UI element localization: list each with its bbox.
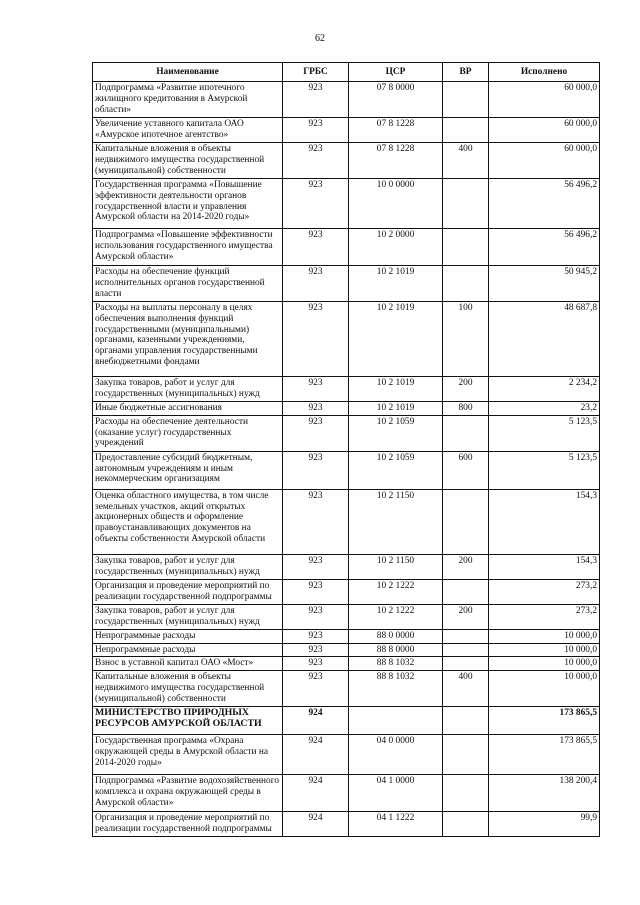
row-name: Предоставление субсидий бюджетным, автономным учреждениям и иным некоммерческим организациям [93, 451, 283, 489]
row-done: 5 123,5 [489, 451, 600, 489]
row-grbs: 923 [283, 415, 349, 451]
row-done: 273,2 [489, 579, 600, 604]
table-row [93, 377, 600, 402]
row-grbs: 923 [283, 118, 349, 143]
row-name: Организация и проведение мероприятий по реализации государственной подпрограммы [93, 812, 283, 837]
row-vr: 400 [443, 671, 489, 707]
row-vr: 600 [443, 451, 489, 489]
row-name: Организация и проведение мероприятий по реализации государственной подпрограммы [93, 579, 283, 604]
table-row [93, 671, 600, 707]
row-done: 60 000,0 [489, 118, 600, 143]
row-csr: 88 8 1032 [349, 671, 443, 707]
row-done: 23,2 [489, 402, 600, 416]
table-row [93, 775, 600, 812]
row-grbs: 923 [283, 377, 349, 402]
row-name: Непрограммные расходы [93, 643, 283, 657]
row-name: Закупка товаров, работ и услуг для государственных (муниципальных) нужд [93, 377, 283, 402]
row-grbs: 923 [283, 629, 349, 643]
row-name: Расходы на обеспечение деятельности (оказание услуг) государственных учреждений [93, 415, 283, 451]
row-done: 50 945,2 [489, 266, 600, 302]
table-row [93, 118, 600, 143]
row-csr: 10 2 1059 [349, 451, 443, 489]
row-csr: 04 1 1222 [349, 812, 443, 837]
row-done: 56 496,2 [489, 179, 600, 229]
page-number: 62 [315, 33, 325, 44]
row-vr [443, 735, 489, 775]
row-csr: 10 2 1150 [349, 554, 443, 579]
header-csr: ЦСР [349, 63, 443, 82]
row-name: Подпрограмма «Повышение эффективности использования государственного имущества Амурской области» [93, 229, 283, 266]
row-done: 10 000,0 [489, 643, 600, 657]
table-row [93, 451, 600, 489]
row-done: 138 200,4 [489, 775, 600, 812]
row-done: 10 000,0 [489, 629, 600, 643]
row-vr [443, 489, 489, 554]
row-grbs: 924 [283, 812, 349, 837]
table-row [93, 554, 600, 579]
row-name: Государственная программа «Повышение эффективности деятельности органов государственной власти и управления Амурской области на 2014-2020 годы» [93, 179, 283, 229]
row-name: Капитальные вложения в объекты недвижимого имущества государственной (муниципальной) собственности [93, 143, 283, 179]
row-csr: 10 2 1222 [349, 579, 443, 604]
table-row [93, 229, 600, 266]
row-vr [443, 579, 489, 604]
row-vr: 200 [443, 377, 489, 402]
row-name: Расходы на выплаты персоналу в целях обеспечения выполнения функций государственными (муниципальными) органами, казенными учреждениями, органами управления государственными внебюджетными фондами [93, 302, 283, 377]
table-row [93, 812, 600, 837]
row-csr: 07 8 1228 [349, 143, 443, 179]
table-row [93, 302, 600, 377]
row-grbs: 923 [283, 302, 349, 377]
row-done: 10 000,0 [489, 657, 600, 671]
row-grbs: 923 [283, 554, 349, 579]
table-row [93, 179, 600, 229]
row-vr [443, 415, 489, 451]
table-header-row [93, 63, 600, 82]
row-vr [443, 229, 489, 266]
row-name: Подпрограмма «Развитие водохозяйственного комплекса и охрана окружающей среды в Амурской области» [93, 775, 283, 812]
row-name: Государственная программа «Охрана окружающей среды в Амурской области на 2014-2020 годы» [93, 735, 283, 775]
row-csr: 10 0 0000 [349, 179, 443, 229]
row-grbs: 923 [283, 402, 349, 416]
table-row [93, 266, 600, 302]
row-csr: 88 8 0000 [349, 643, 443, 657]
row-csr: 10 2 1019 [349, 266, 443, 302]
row-vr: 800 [443, 402, 489, 416]
row-done: 154,3 [489, 554, 600, 579]
row-vr [443, 179, 489, 229]
row-vr [443, 707, 489, 735]
row-csr: 07 8 0000 [349, 82, 443, 118]
budget-execution-table [92, 62, 600, 837]
table-row [93, 643, 600, 657]
row-csr: 04 0 0000 [349, 735, 443, 775]
row-csr: 04 1 0000 [349, 775, 443, 812]
header-vr: ВР [443, 63, 489, 82]
table-row [93, 657, 600, 671]
row-vr [443, 82, 489, 118]
row-vr: 200 [443, 554, 489, 579]
row-grbs: 923 [283, 82, 349, 118]
row-name: Подпрограмма «Развитие ипотечного жилищного кредитования в Амурской области» [93, 82, 283, 118]
row-vr [443, 812, 489, 837]
row-grbs: 923 [283, 229, 349, 266]
row-vr [443, 266, 489, 302]
row-csr [349, 707, 443, 735]
row-grbs: 923 [283, 671, 349, 707]
row-done: 48 687,8 [489, 302, 600, 377]
row-done: 5 123,5 [489, 415, 600, 451]
row-grbs: 924 [283, 775, 349, 812]
table-row [93, 402, 600, 416]
row-done: 273,2 [489, 604, 600, 629]
row-done: 10 000,0 [489, 671, 600, 707]
row-csr: 10 2 1222 [349, 604, 443, 629]
row-done: 56 496,2 [489, 229, 600, 266]
row-name: Непрограммные расходы [93, 629, 283, 643]
row-csr: 10 2 1059 [349, 415, 443, 451]
table-row [93, 735, 600, 775]
row-name: Взнос в уставной капитал ОАО «Мост» [93, 657, 283, 671]
row-csr: 88 8 1032 [349, 657, 443, 671]
row-name: Закупка товаров, работ и услуг для государственных (муниципальных) нужд [93, 604, 283, 629]
row-csr: 10 2 1019 [349, 402, 443, 416]
table-row [93, 415, 600, 451]
row-csr: 10 2 0000 [349, 229, 443, 266]
row-done: 154,3 [489, 489, 600, 554]
table-row [93, 579, 600, 604]
row-grbs: 923 [283, 143, 349, 179]
row-name: Закупка товаров, работ и услуг для государственных (муниципальных) нужд [93, 554, 283, 579]
header-grbs: ГРБС [283, 63, 349, 82]
header-name: Наименование [93, 63, 283, 82]
table-row [93, 604, 600, 629]
row-name: Оценка областного имущества, в том числе земельных участков, акций открытых акционерных обществ и оформление правоустанавливающих документов на объекты собственности Амурской области [93, 489, 283, 554]
row-vr [443, 643, 489, 657]
row-vr [443, 775, 489, 812]
row-grbs: 923 [283, 179, 349, 229]
row-csr: 10 2 1019 [349, 302, 443, 377]
row-csr: 10 2 1150 [349, 489, 443, 554]
row-grbs: 923 [283, 451, 349, 489]
row-done: 60 000,0 [489, 82, 600, 118]
table-row [93, 143, 600, 179]
row-csr: 07 8 1228 [349, 118, 443, 143]
row-vr [443, 629, 489, 643]
row-done: 2 234,2 [489, 377, 600, 402]
row-grbs: 923 [283, 657, 349, 671]
row-grbs: 923 [283, 604, 349, 629]
row-vr [443, 118, 489, 143]
row-csr: 10 2 1019 [349, 377, 443, 402]
table-row [93, 82, 600, 118]
row-vr: 400 [443, 143, 489, 179]
table-row [93, 629, 600, 643]
row-name: Капитальные вложения в объекты недвижимого имущества государственной (муниципальной) собственности [93, 671, 283, 707]
row-grbs: 923 [283, 489, 349, 554]
row-name: Иные бюджетные ассигнования [93, 402, 283, 416]
row-done: 99,9 [489, 812, 600, 837]
table-row [93, 489, 600, 554]
row-grbs: 924 [283, 735, 349, 775]
row-name: МИНИСТЕРСТВО ПРИРОДНЫХ РЕСУРСОВ АМУРСКОЙ ОБЛАСТИ [93, 707, 283, 735]
row-grbs: 924 [283, 707, 349, 735]
row-done: 173 865,5 [489, 735, 600, 775]
row-grbs: 923 [283, 266, 349, 302]
row-done: 60 000,0 [489, 143, 600, 179]
row-name: Расходы на обеспечение функций исполнительных органов государственной власти [93, 266, 283, 302]
row-vr [443, 657, 489, 671]
row-csr: 88 0 0000 [349, 629, 443, 643]
row-grbs: 923 [283, 579, 349, 604]
table-row [93, 707, 600, 735]
row-name: Увеличение уставного капитала ОАО «Амурское ипотечное агентство» [93, 118, 283, 143]
row-grbs: 923 [283, 643, 349, 657]
row-vr: 200 [443, 604, 489, 629]
row-done: 173 865,5 [489, 707, 600, 735]
header-done: Исполнено [489, 63, 600, 82]
row-vr: 100 [443, 302, 489, 377]
